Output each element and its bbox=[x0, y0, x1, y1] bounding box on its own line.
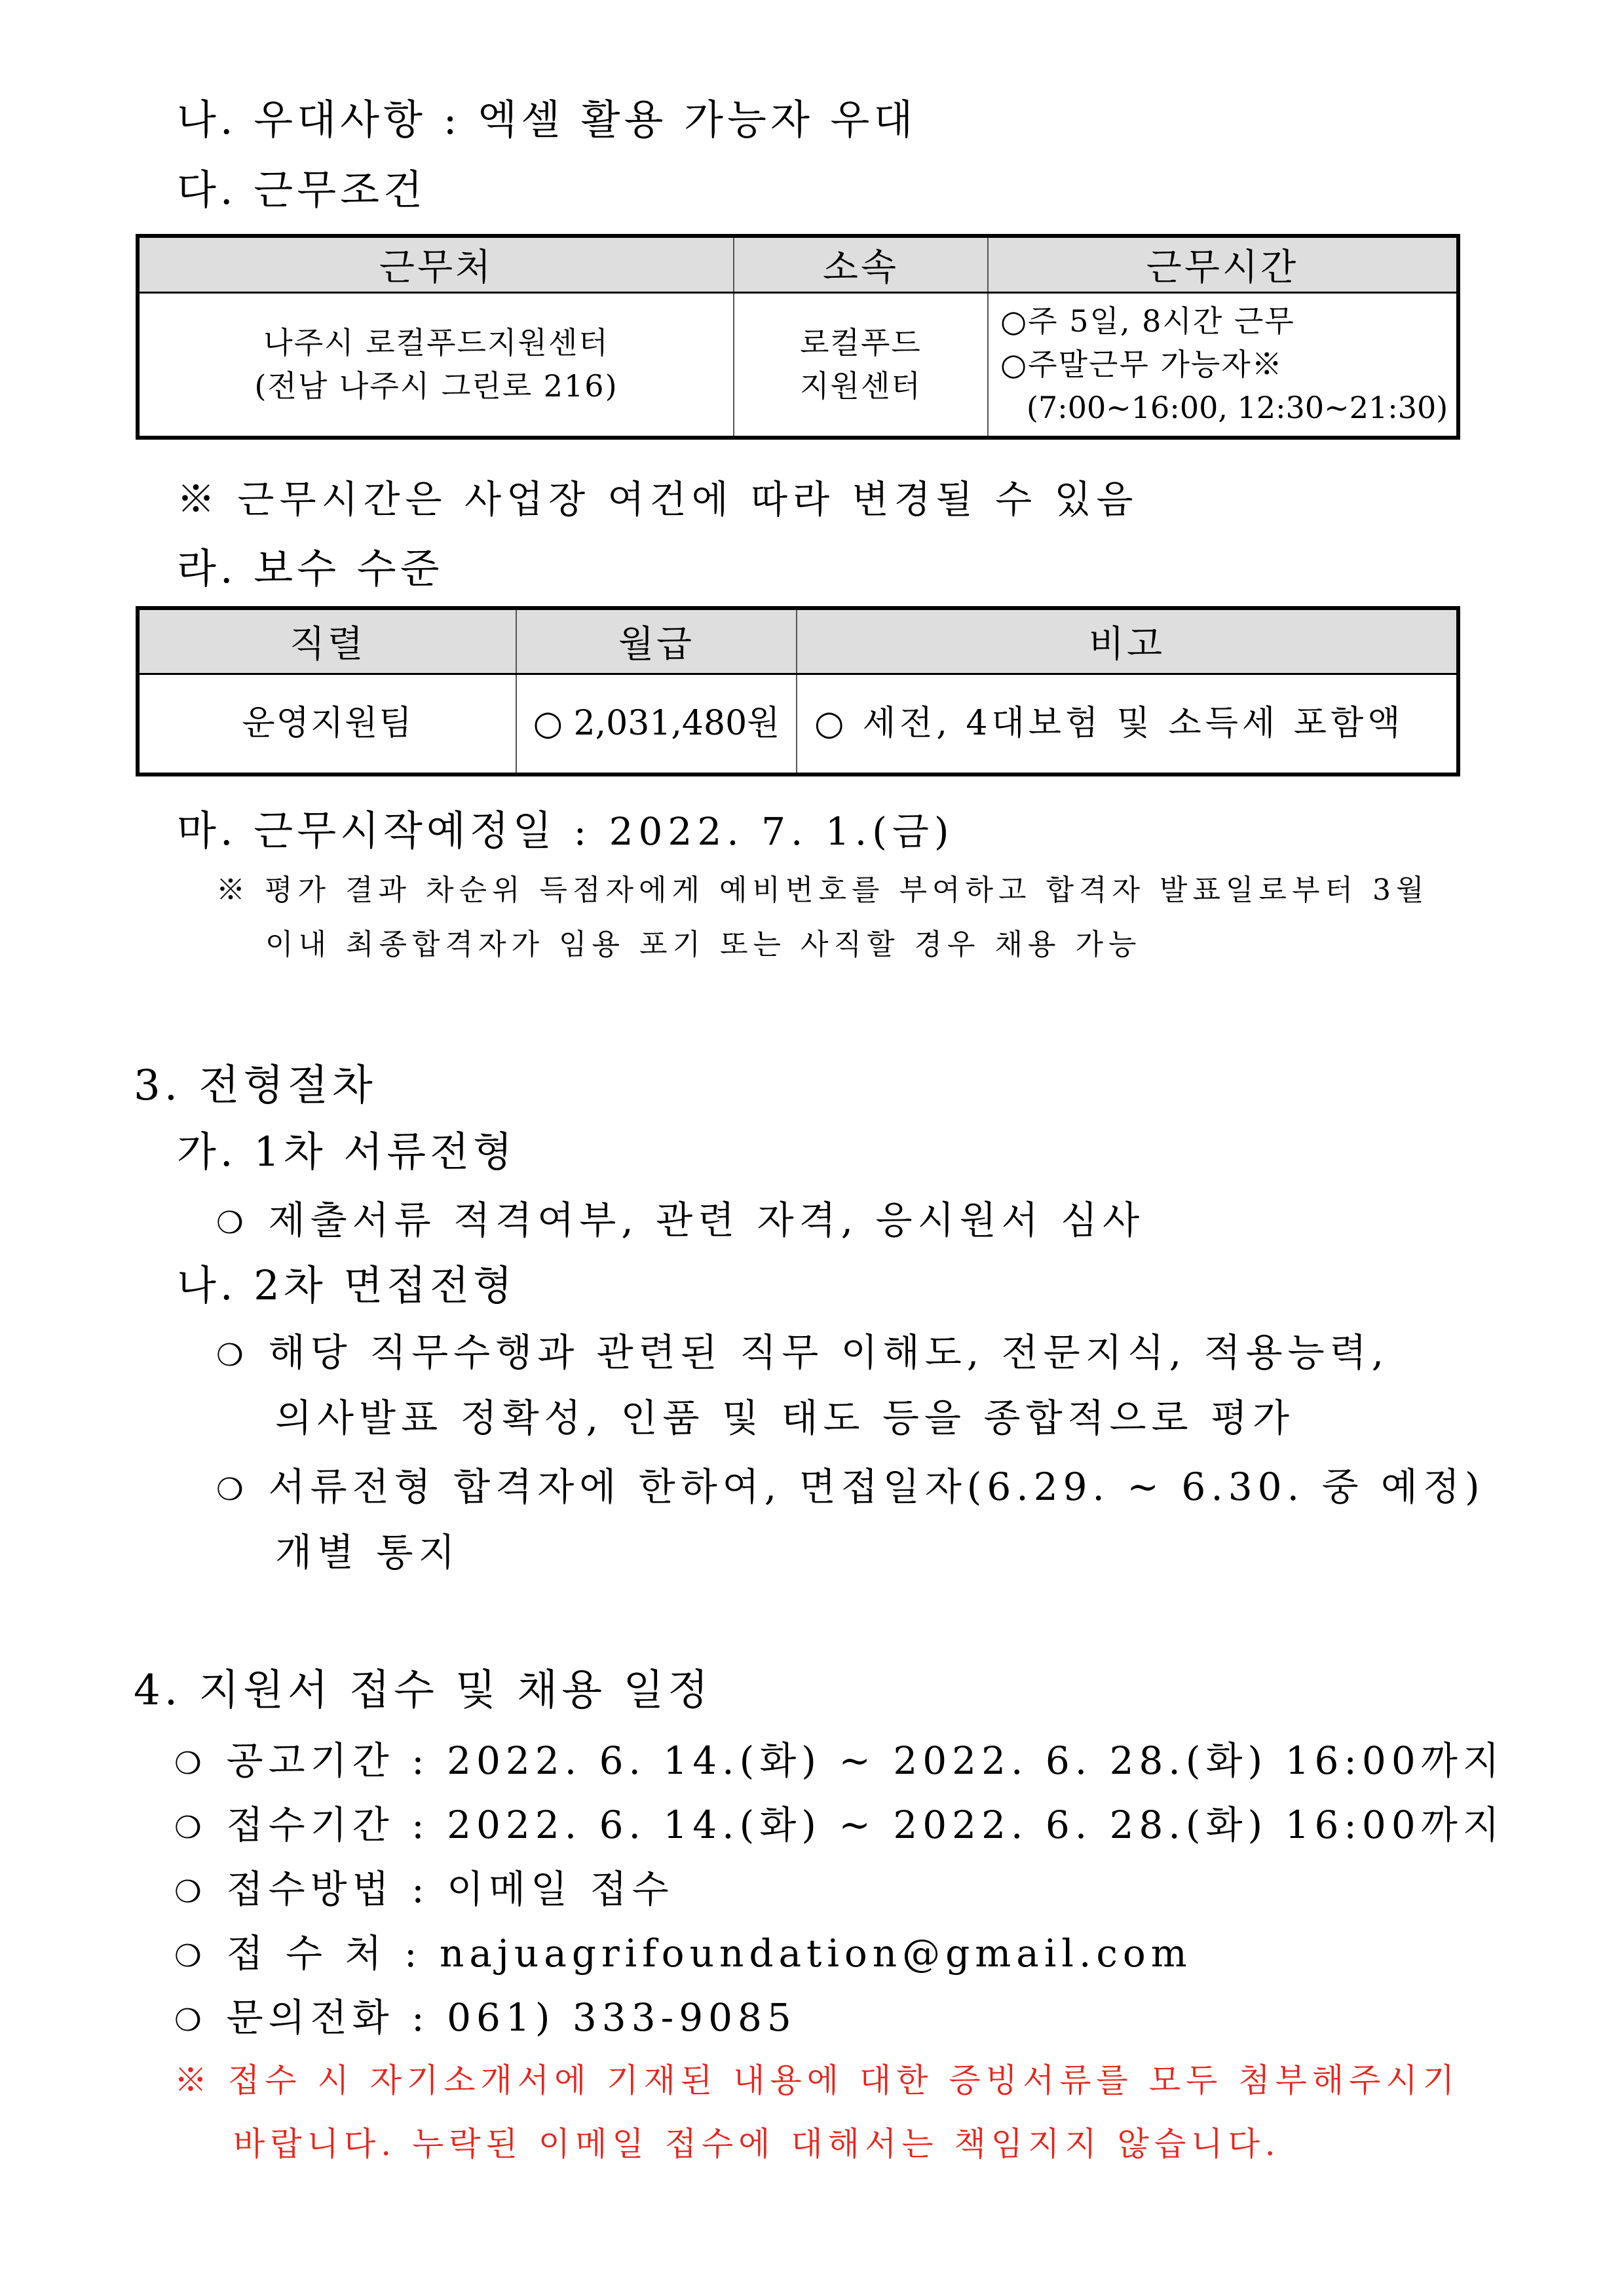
header-position: 직렬 bbox=[138, 608, 516, 674]
cell-hours bbox=[988, 292, 1458, 438]
bullet-icon: ❍ bbox=[174, 1810, 207, 1845]
heading-selection-procedure: 3. 전형절차 bbox=[134, 1062, 377, 1110]
bullet-icon: ❍ bbox=[174, 2002, 207, 2038]
reserve-note-line1: ※ 평가 결과 차순위 득점자에게 예비번호를 부여하고 합격자 발표일로부터 3월 bbox=[216, 873, 1429, 907]
start-date-line bbox=[177, 798, 954, 856]
start-date-value: : 2022. 7. 1.(금) bbox=[573, 809, 954, 854]
heading-interview: 나. 2차 면접전형 bbox=[177, 1261, 516, 1309]
cell-workplace bbox=[138, 292, 734, 438]
interview-item2-line1: ❍ 서류전형 합격자에 한하여, 면접일자(6.29. ~ 6.30. 중 예정) bbox=[216, 1464, 1485, 1509]
schedule-contact-phone: ❍ 문의전화 : 061) 333-9085 bbox=[174, 1995, 797, 2040]
heading-application-schedule: 4. 지원서 접수 및 채용 일정 bbox=[134, 1666, 713, 1715]
interview-item2-line2: 개별 통지 bbox=[275, 1530, 461, 1575]
heading-preferential: 나. 우대사항 : 엑셀 활용 가능자 우대 bbox=[177, 96, 917, 144]
reserve-note-line2: 이내 최종합격자가 임용 포기 또는 사직할 경우 채용 가능 bbox=[265, 928, 1142, 961]
cell-remarks: ○ 세전, 4대보험 및 소득세 포함액 bbox=[797, 674, 1458, 775]
interview-item1-line1: ❍ 해당 직무수행과 관련된 직무 이해도, 전문지식, 적용능력, bbox=[216, 1330, 1389, 1375]
heading-pay-level: 라. 보수 수준 bbox=[177, 545, 444, 592]
bullet-icon: ❍ bbox=[216, 1472, 249, 1507]
header-workplace: 근무처 bbox=[138, 236, 734, 292]
header-affiliation: 소속 bbox=[734, 236, 988, 292]
schedule-application-method: ❍ 접수방법 : 이메일 접수 bbox=[174, 1867, 674, 1911]
start-date-label: 마. 근무시작예정일 bbox=[177, 807, 556, 854]
bullet-icon: ❍ bbox=[174, 1746, 207, 1781]
work-hours-note: ※ 근무시간은 사업장 여건에 따라 변경될 수 있음 bbox=[177, 477, 1139, 522]
schedule-submission-email: ❍ 접 수 처 : najuagrifoundation@gmail.com bbox=[174, 1931, 1192, 1976]
work-conditions-table bbox=[136, 234, 1460, 440]
heading-document-screening: 가. 1차 서류전형 bbox=[177, 1128, 516, 1176]
workplace-address: (전남 나주시 그린로 216) bbox=[254, 368, 618, 404]
bullet-icon: ❍ bbox=[216, 1337, 249, 1373]
schedule-posting-period: ❍ 공고기간 : 2022. 6. 14.(화) ~ 2022. 6. 28.(화) 16:00까지 bbox=[174, 1738, 1505, 1783]
affiliation-line1: 로컬푸드 bbox=[800, 325, 922, 361]
pay-table bbox=[136, 606, 1460, 776]
hours-line2: ○주말근무 가능자※ bbox=[1000, 347, 1283, 383]
header-hours: 근무시간 bbox=[988, 236, 1458, 292]
interview-item1-line2: 의사발표 정확성, 인품 및 태도 등을 종합적으로 평가 bbox=[275, 1396, 1295, 1440]
document-screening-item: ❍ 제출서류 적격여부, 관련 자격, 응시원서 심사 bbox=[216, 1198, 1145, 1242]
hours-line3: (7:00~16:00, 12:30~21:30) bbox=[1027, 390, 1448, 426]
header-remarks: 비고 bbox=[797, 608, 1458, 674]
cell-salary: ○ 2,031,480원 bbox=[516, 674, 797, 775]
hours-line1: ○주 5일, 8시간 근무 bbox=[1000, 303, 1295, 339]
heading-work-conditions: 다. 근무조건 bbox=[177, 166, 426, 214]
bullet-icon: ❍ bbox=[174, 1874, 207, 1909]
header-salary: 월급 bbox=[516, 608, 797, 674]
cell-position: 운영지원팀 bbox=[138, 674, 516, 775]
workplace-name: 나주시 로컬푸드지원센터 bbox=[263, 325, 609, 361]
cell-affiliation bbox=[734, 292, 988, 438]
submission-warning-line1: ※ 접수 시 자기소개서에 기재된 내용에 대한 증빙서류를 모두 첨부해주시기 bbox=[174, 2061, 1460, 2099]
bullet-icon: ❍ bbox=[174, 1938, 207, 1974]
submission-warning-line2: 바랍니다. 누락된 이메일 접수에 대해서는 책임지지 않습니다. bbox=[233, 2125, 1281, 2163]
schedule-application-period: ❍ 접수기간 : 2022. 6. 14.(화) ~ 2022. 6. 28.(화) 16:00까지 bbox=[174, 1803, 1505, 1847]
bullet-icon: ❍ bbox=[216, 1205, 249, 1240]
affiliation-line2: 지원센터 bbox=[800, 368, 922, 404]
